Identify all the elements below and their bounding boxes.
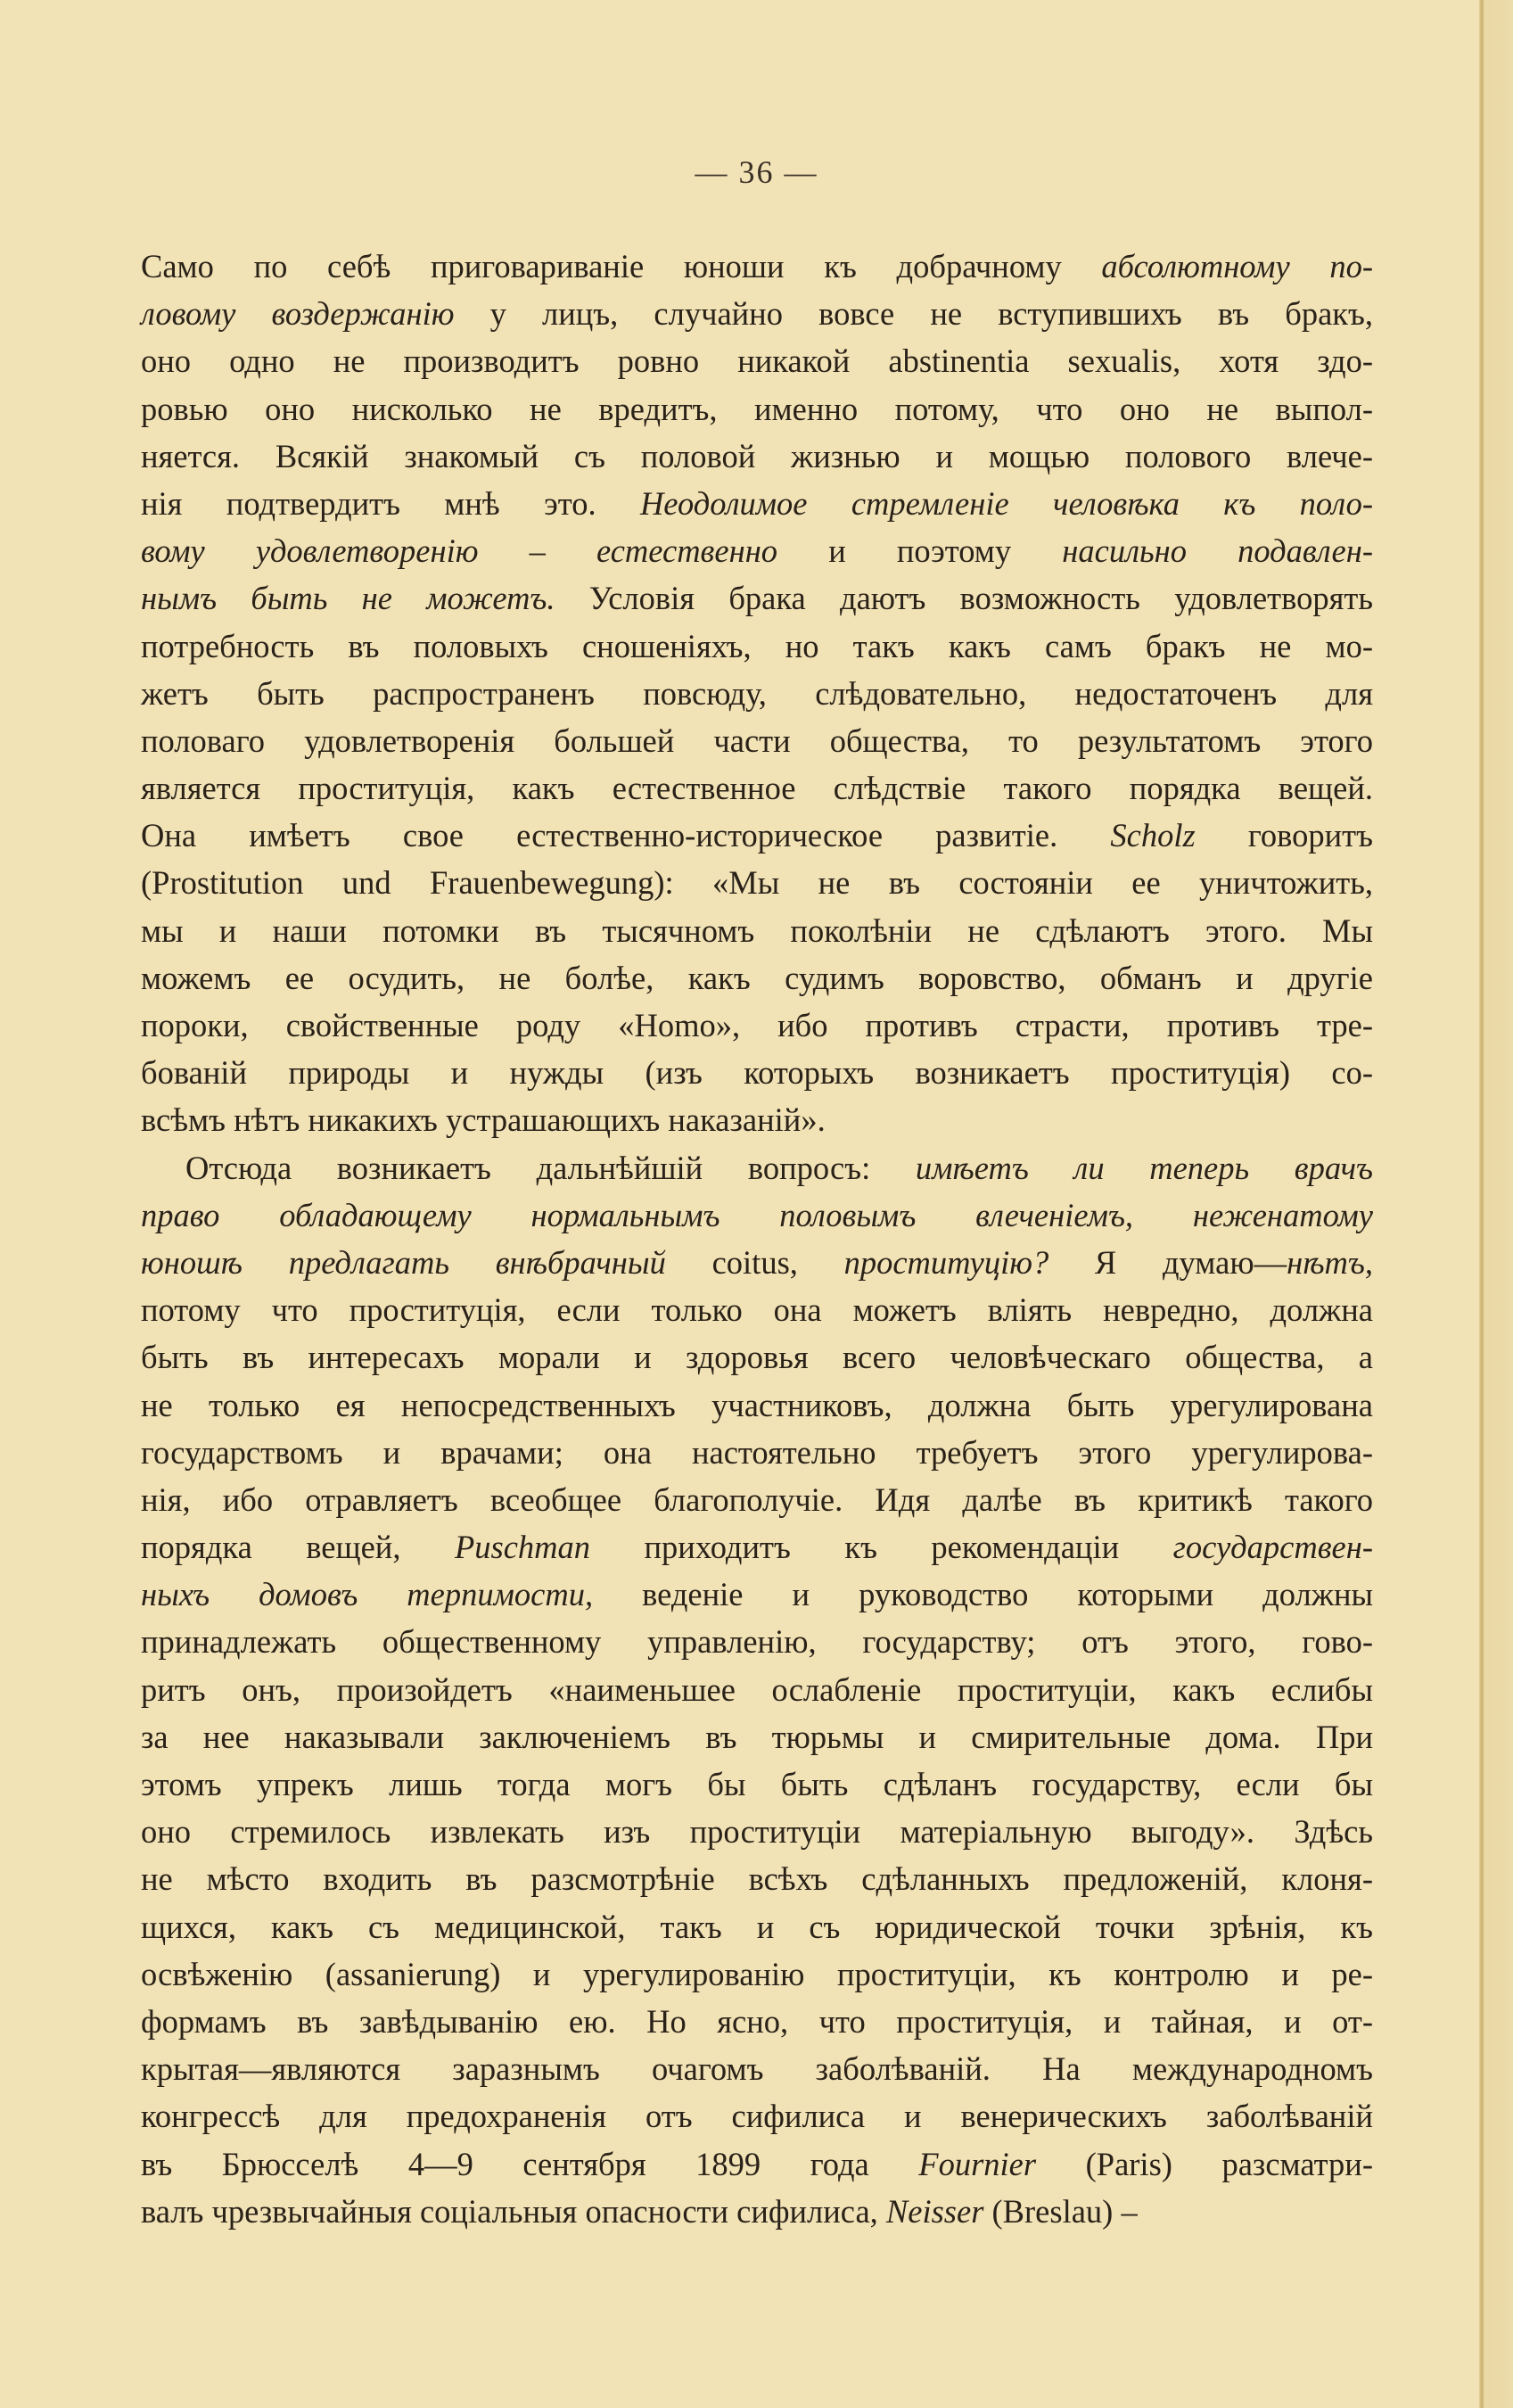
text-line: [141, 2188, 1373, 2235]
page-number: — 36 —: [695, 154, 818, 190]
text-run: няется. Всякій знакомый съ половой жизнью и мощью полового влече-: [141, 437, 1373, 474]
text-line: [141, 1713, 1373, 1761]
text-run: оно одно не производитъ ровно никакой abstinentia sexualis, хотя здо-: [141, 342, 1373, 380]
italic-text: нымъ быть не можетъ.: [141, 580, 555, 617]
text-run: потому что проституція, если только она можетъ вліять невредно, должна: [141, 1291, 1373, 1329]
italic-text: Puschman: [454, 1529, 591, 1566]
text-run: быть въ интересахъ морали и здоровья всего человѣческаго общества, а: [141, 1339, 1373, 1376]
text-run: всѣмъ нѣтъ никакихъ устрашающихъ наказаній».: [141, 1101, 826, 1139]
text-run: можемъ ее осудить, не болѣе, какъ судимъ воровство, обманъ и другіе: [141, 959, 1373, 996]
text-line: [141, 1998, 1373, 2045]
text-run: въ Брюсселѣ 4—9 сентября 1899 года: [141, 2145, 919, 2182]
text-run: щихся, какъ съ медицинской, такъ и съ юридической точки зрѣнія, къ: [141, 1908, 1373, 1945]
text-line: [141, 1523, 1373, 1571]
text-run: веденіе и руководство которыми должны: [593, 1576, 1373, 1613]
text-line: [141, 385, 1373, 433]
text-line: [141, 337, 1373, 384]
text-run: бованій природы и нужды (изъ которыхъ возникаетъ проституція) со-: [141, 1054, 1373, 1092]
text-run: Условія брака даютъ возможность удовлетворять: [555, 580, 1373, 617]
text-run: (Prostitution und Frauenbewegung): «Мы не въ состояніи ее уничтожить,: [141, 864, 1373, 902]
paragraph: [141, 1144, 1373, 2235]
italic-text: насильно подавлен-: [1062, 532, 1373, 570]
text-run: мы и наши потомки въ тысячномъ поколѣніи не сдѣлаютъ этого. Мы: [141, 911, 1373, 949]
italic-text: Fournier: [918, 2145, 1037, 2182]
text-line: [141, 859, 1373, 906]
text-line: [141, 1049, 1373, 1096]
text-line: [141, 1761, 1373, 1808]
text-line: [141, 1855, 1373, 1902]
text-run: Я думаю—: [1048, 1243, 1287, 1281]
text-line: [141, 907, 1373, 954]
body-text: [141, 243, 1373, 2235]
text-run: принадлежать общественному управленію, государству; отъ этого, гово-: [141, 1623, 1373, 1661]
text-run: (Breslau) –: [983, 2192, 1138, 2230]
text-line: [141, 1618, 1373, 1665]
text-line: [141, 527, 1373, 574]
text-run: этомъ упрекъ лишь тогда могъ бы быть сдѣланъ государству, если бы: [141, 1766, 1373, 1802]
text-run: не мѣсто входить въ разсмотрѣніе всѣхъ сдѣланныхъ предложеній, клоня-: [141, 1860, 1373, 1898]
italic-text: вому удовлетворенію – естественно: [141, 532, 778, 570]
text-line: [141, 1476, 1373, 1523]
text-run: оно стремилось извлекать изъ проституціи матеріальную выгоду». Здѣсь: [141, 1813, 1373, 1851]
text-line: [141, 623, 1373, 670]
text-run: потребность въ половыхъ сношеніяхъ, но такъ какъ самъ бракъ не мо-: [141, 627, 1373, 664]
text-line: [141, 1808, 1373, 1855]
text-run: освѣженію (assanierung) и урегулированію проституціи, къ контролю и ре-: [141, 1955, 1373, 1992]
italic-text: государствен-: [1172, 1529, 1374, 1566]
text-run: ровью оно нисколько не вредитъ, именно потому, что оно не выпол-: [141, 390, 1373, 427]
italic-text: Neisser: [885, 2192, 984, 2230]
italic-text: право обладающему нормальнымъ половымъ влеченіемъ, неженатому: [141, 1196, 1373, 1233]
text-run: порядка вещей,: [141, 1529, 455, 1566]
text-run: является проституція, какъ естественное слѣдствіе такого порядка вещей.: [141, 770, 1373, 807]
text-line: [141, 670, 1373, 717]
text-line: [141, 290, 1373, 337]
text-run: за нее наказывали заключеніемъ въ тюрьмы и смирительные дома. При: [141, 1718, 1373, 1755]
italic-text: Неодолимое стремленіе человѣка къ поло-: [639, 484, 1373, 522]
text-run: у лицъ, случайно вовсе не вступившихъ въ бракъ,: [454, 295, 1374, 333]
italic-text: ныхъ домовъ терпимости,: [141, 1576, 594, 1613]
text-run: жетъ быть распространенъ повсюду, слѣдовательно, недостаточенъ для: [141, 674, 1373, 712]
italic-text: юношѣ предлагать внѣбрачный: [141, 1243, 666, 1281]
text-line: [141, 812, 1373, 859]
italic-text: имѣетъ ли теперь врачъ: [915, 1149, 1373, 1186]
text-run: (Paris) разсматри-: [1036, 2145, 1373, 2182]
text-line: [141, 1381, 1373, 1429]
text-line: [141, 1239, 1373, 1286]
italic-text: нѣтъ,: [1287, 1243, 1373, 1281]
text-run: конгрессѣ для предохраненія отъ сифилиса и венерическихъ заболѣваній: [141, 2098, 1373, 2135]
page-edge: [1479, 0, 1513, 2408]
text-run: валъ чрезвычайныя соціальныя опасности сифилиса,: [141, 2192, 886, 2230]
italic-text: проституцію?: [843, 1243, 1049, 1281]
text-line: [141, 2045, 1373, 2092]
text-line: [141, 1903, 1373, 1950]
text-run: говоритъ: [1195, 817, 1374, 854]
text-run: ритъ онъ, произойдетъ «наименьшее ослабленіе проституціи, какъ еслибы: [141, 1670, 1373, 1708]
text-line: [141, 717, 1373, 764]
text-line: [141, 2092, 1373, 2140]
text-run: Само по себѣ приговариваніе юноши къ добрачному: [141, 248, 1102, 285]
text-run: и поэтому: [777, 532, 1063, 570]
italic-text: Scholz: [1110, 817, 1196, 854]
text-line: [141, 1144, 1373, 1192]
text-run: coitus,: [665, 1243, 844, 1281]
text-run: пороки, свойственные роду «Homo», ибо противъ страсти, противъ тре-: [141, 1007, 1373, 1043]
text-run: приходитъ къ рекомендаціи: [590, 1529, 1173, 1566]
text-run: не только ея непосредственныхъ участниковъ, должна быть урегулирована: [141, 1386, 1373, 1423]
text-line: [141, 1286, 1373, 1333]
text-line: [141, 2140, 1373, 2188]
text-line: [141, 243, 1373, 290]
paragraph: [141, 243, 1373, 1144]
text-line: [141, 1002, 1373, 1049]
text-run: Отсюда возникаетъ дальнѣйшій вопросъ:: [185, 1149, 916, 1186]
text-run: государствомъ и врачами; она настоятельно требуетъ этого урегулирова-: [141, 1433, 1373, 1471]
text-run: Она имѣетъ свое естественно-историческое развитіе.: [141, 817, 1111, 854]
text-line: [141, 954, 1373, 1002]
text-line: [141, 1096, 1373, 1143]
text-line: [141, 1950, 1373, 1998]
text-line: [141, 1429, 1373, 1476]
text-line: [141, 764, 1373, 812]
text-run: формамъ въ завѣдыванію ею. Но ясно, что проституція, и тайная, и от-: [141, 2002, 1373, 2040]
text-line: [141, 480, 1373, 527]
text-line: [141, 1333, 1373, 1381]
text-line: [141, 1571, 1373, 1618]
text-run: нія подтвердитъ мнѣ это.: [141, 484, 640, 522]
text-line: [141, 574, 1373, 622]
text-run: крытая—являются заразнымъ очагомъ заболѣваній. На международномъ: [141, 2050, 1373, 2088]
text-line: [141, 1666, 1373, 1713]
text-line: [141, 1192, 1373, 1239]
text-run: половаго удовлетворенія большей части общества, то результатомъ этого: [141, 722, 1373, 759]
italic-text: абсолютному по-: [1101, 248, 1373, 285]
italic-text: ловому воздержанію: [141, 295, 455, 333]
text-run: нія, ибо отравляетъ всеобщее благополучіе. Идя далѣе въ критикѣ такого: [141, 1480, 1373, 1518]
text-line: [141, 433, 1373, 480]
